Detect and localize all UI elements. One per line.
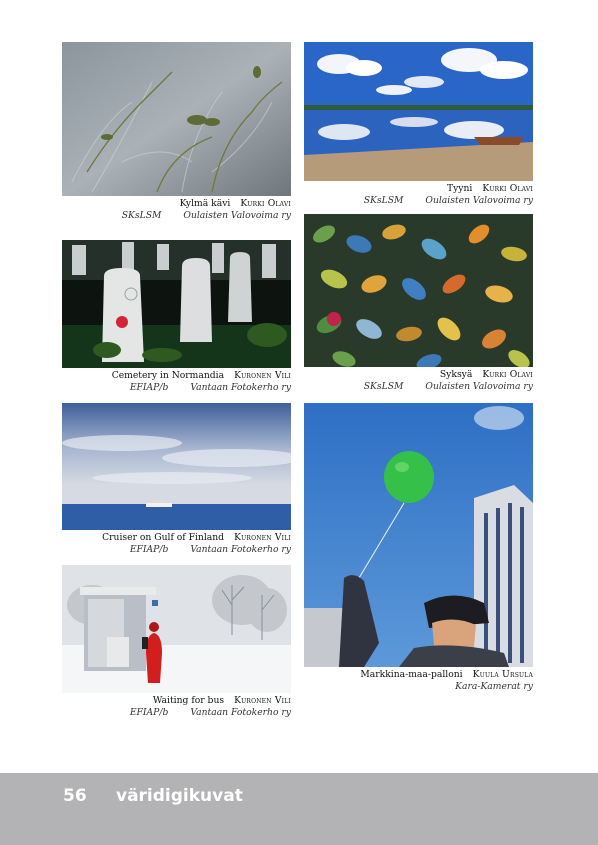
photo-author: Kurki Olavi [240,198,291,209]
photo-club: Vantaan Fotokerho ry [190,382,291,393]
photo-author: Kuronen Vili [234,695,291,706]
photo-title: Waiting for bus [152,695,225,706]
caption-4 [364,369,533,393]
photo-club: Oulaisten Valovoima ry [183,210,291,221]
photo-distinction: SKsLSM [363,381,404,392]
photo-markkina [304,403,533,667]
photo-author: Kuronen Vili [234,370,291,381]
photo-title: Tyyni [446,183,473,194]
photo-title: Cruiser on Gulf of Finland [102,532,225,543]
page-footer [0,773,598,845]
photo-distinction: SKsLSM [121,210,162,221]
photo-author: Kurki Olavi [482,183,533,194]
photo-club: Vantaan Fotokerho ry [190,544,291,555]
caption-2 [364,183,533,207]
photo-author: Kuronen Vili [234,532,291,543]
photo-cruiser [62,403,291,530]
section-title: väridigikuvat [116,786,243,806]
caption-5 [102,532,291,556]
photo-syksya [304,214,533,367]
photo-club: Oulaisten Valovoima ry [425,381,533,392]
page-number: 56 [63,786,87,806]
photo-distinction: EFIAP/b [129,382,169,393]
caption-6 [360,669,533,693]
photo-title: Markkina-maa-palloni [360,669,463,680]
photo-distinction: SKsLSM [363,195,404,206]
photo-title: Cemetery in Normandia [111,370,225,381]
photo-kylma-kavi [62,42,291,196]
photo-club: Kara-Kamerat ry [455,681,533,692]
photo-title: Syksyä [439,369,473,380]
caption-1 [122,198,291,222]
caption-7 [130,695,291,719]
caption-3 [112,370,291,394]
photo-title: Kylmä kävi [179,198,231,209]
photo-cemetery [62,240,291,368]
photo-waiting-for-bus [62,565,291,693]
photo-club: Vantaan Fotokerho ry [190,707,291,718]
photo-distinction: EFIAP/b [129,544,169,555]
photo-tyyni [304,42,533,181]
photo-author: Kuula Ursula [472,669,533,680]
photo-author: Kurki Olavi [482,369,533,380]
photo-distinction: EFIAP/b [129,707,169,718]
photo-club: Oulaisten Valovoima ry [425,195,533,206]
